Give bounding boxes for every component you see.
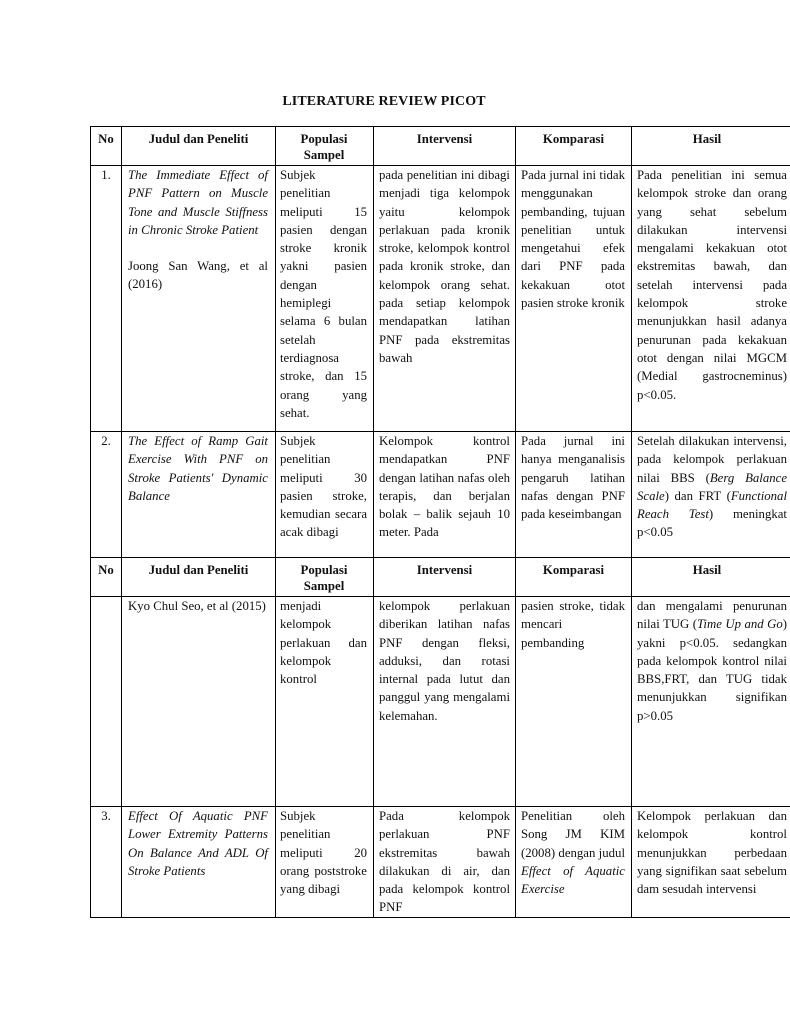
header-populasi: Populasi Sampel (300, 132, 348, 162)
rule (90, 557, 790, 558)
rule (515, 126, 516, 918)
rule (90, 126, 91, 918)
header-hasil: Hasil (692, 563, 722, 577)
rule (90, 917, 790, 918)
header-intervensi: Intervensi (416, 563, 473, 577)
header-intervensi: Intervensi (416, 132, 473, 146)
intervention-text: Kelompok kontrol mendapatkan PNF dengan latihan nafas oleh terapis, dan berjalan bolak – balik sejauh 10 meter. Pada (379, 434, 510, 540)
study-title: Effect Of Aquatic PNF Lower Extremity Patterns On Balance And ADL Of Stroke Patients (128, 809, 268, 878)
header-no: No (98, 563, 114, 577)
result-text-part: dan mengalami penurunan nilai TUG ( (637, 599, 787, 632)
row-number: 3. (101, 809, 111, 823)
comparison-text (521, 807, 625, 917)
row-number: 2. (101, 434, 111, 448)
row-number: 1. (101, 168, 111, 182)
header-no: No (98, 132, 114, 146)
rule (121, 126, 122, 918)
header-komparasi: Komparasi (542, 132, 605, 146)
study-author: Joong San Wang, et al (2016) (128, 259, 268, 292)
header-hasil: Hasil (692, 132, 722, 146)
intervention-text: Pada kelompok perlakuan PNF ekstremitas bawah dilakukan di air, dan pada kelompok kontrol PNF (379, 809, 510, 915)
header-judul: Judul dan Peneliti (148, 563, 249, 577)
page-title: LITERATURE REVIEW PICOT (282, 94, 486, 109)
population-text: menjadi kelompok perlakuan dan kelompok kontrol (280, 599, 367, 687)
result-text-part: ) meningkat p<0.05 (637, 507, 787, 540)
intervention-text: pada penelitian ini dibagi menjadi tiga kelompok yaitu kelompok perlakuan pada kronik stroke, kelompok kontrol pada kronik stroke, dan kelompok orang sehat. pada setiap kelompok mendapatkan latihan PNF pada ekstremitas bawah (379, 168, 510, 365)
intervention-text: kelompok perlakuan diberikan latihan nafas PNF dengan fleksi, adduksi, dan rotasi internal pada lutut dan panggul yang mengalami kelemahan. (379, 599, 510, 723)
population-text: Subjek penelitian meliputi 20 orang poststroke yang dibagi (280, 809, 367, 897)
study-title: The Effect of Ramp Gait Exercise With PNF on Stroke Patients' Dynamic Balance (128, 434, 268, 503)
comparison-text-part: Penelitian oleh Song JM KIM (2008) dengan judul (521, 809, 625, 860)
bbs-term: Berg Balance Scale (637, 470, 787, 503)
header-populasi: Populasi Sampel (300, 563, 348, 593)
result-text-part: ) dan FRT ( (664, 488, 731, 503)
study-author: Kyo Chul Seo, et al (2015) (128, 599, 266, 613)
rule (373, 126, 374, 918)
study-title: The Immediate Effect of PNF Pattern on Muscle Tone and Muscle Stiffness in Chronic Stroke Patient (128, 168, 268, 237)
header-komparasi: Komparasi (542, 563, 605, 577)
cited-title: Effect of Aquatic Exercise (521, 863, 625, 897)
population-text: Subjek penelitian meliputi 30 pasien stroke, kemudian secara acak dibagi (280, 434, 367, 540)
result-text: Pada penelitian ini semua kelompok stroke dan orang yang sehat sebelum dilakukan intervensi mengalami kekakuan otot ekstremitas bawah, dan setelah intervensi pada kelompok stroke menunjukkan hasil adanya penurunan pada kekakuan otot dengan nilai MGCM (Medial gastrocneminus) p<0.05. (637, 168, 787, 402)
result-text (637, 432, 787, 556)
rule (90, 126, 790, 127)
study-title-cell (128, 166, 268, 294)
result-text-part: ) yakni p<0.05. sedangkan pada kelompok kontrol nilai BBS,FRT, dan TUG tidak menunjukkan signifikan p>0.05 (637, 617, 787, 723)
header-judul: Judul dan Peneliti (148, 132, 249, 146)
frt-term: Functional Reach Test (637, 488, 787, 522)
rule (275, 126, 276, 918)
comparison-text: Pada jurnal ini tidak menggunakan pembanding, tujuan penelitian untuk mengetahui efek dari PNF pada kekakuan otot pasien stroke kronik (521, 168, 625, 311)
rule (631, 126, 632, 918)
comparison-text: pasien stroke, tidak mencari pembanding (521, 599, 625, 650)
result-text (637, 597, 787, 725)
comparison-text: Pada jurnal ini hanya menganalisis pengaruh latihan nafas dengan PNF pada keseimbangan (521, 434, 625, 522)
picot-table (90, 126, 787, 918)
tug-term: Time Up and Go (697, 617, 783, 632)
result-text: Kelompok perlakuan dan kelompok kontrol menunjukkan perbedaan yang signifikan saat sebelum dam sesudah intervensi (637, 809, 787, 897)
result-text-part: Setelah dilakukan intervensi, pada kelompok perlakuan nilai BBS ( (637, 434, 787, 485)
population-text: Subjek penelitian meliputi 15 pasien dengan stroke kronik yakni pasien dengan hemiplegi selama 6 bulan setelah terdiagnosa stroke, dan 15 orang yang sehat. (280, 168, 367, 420)
